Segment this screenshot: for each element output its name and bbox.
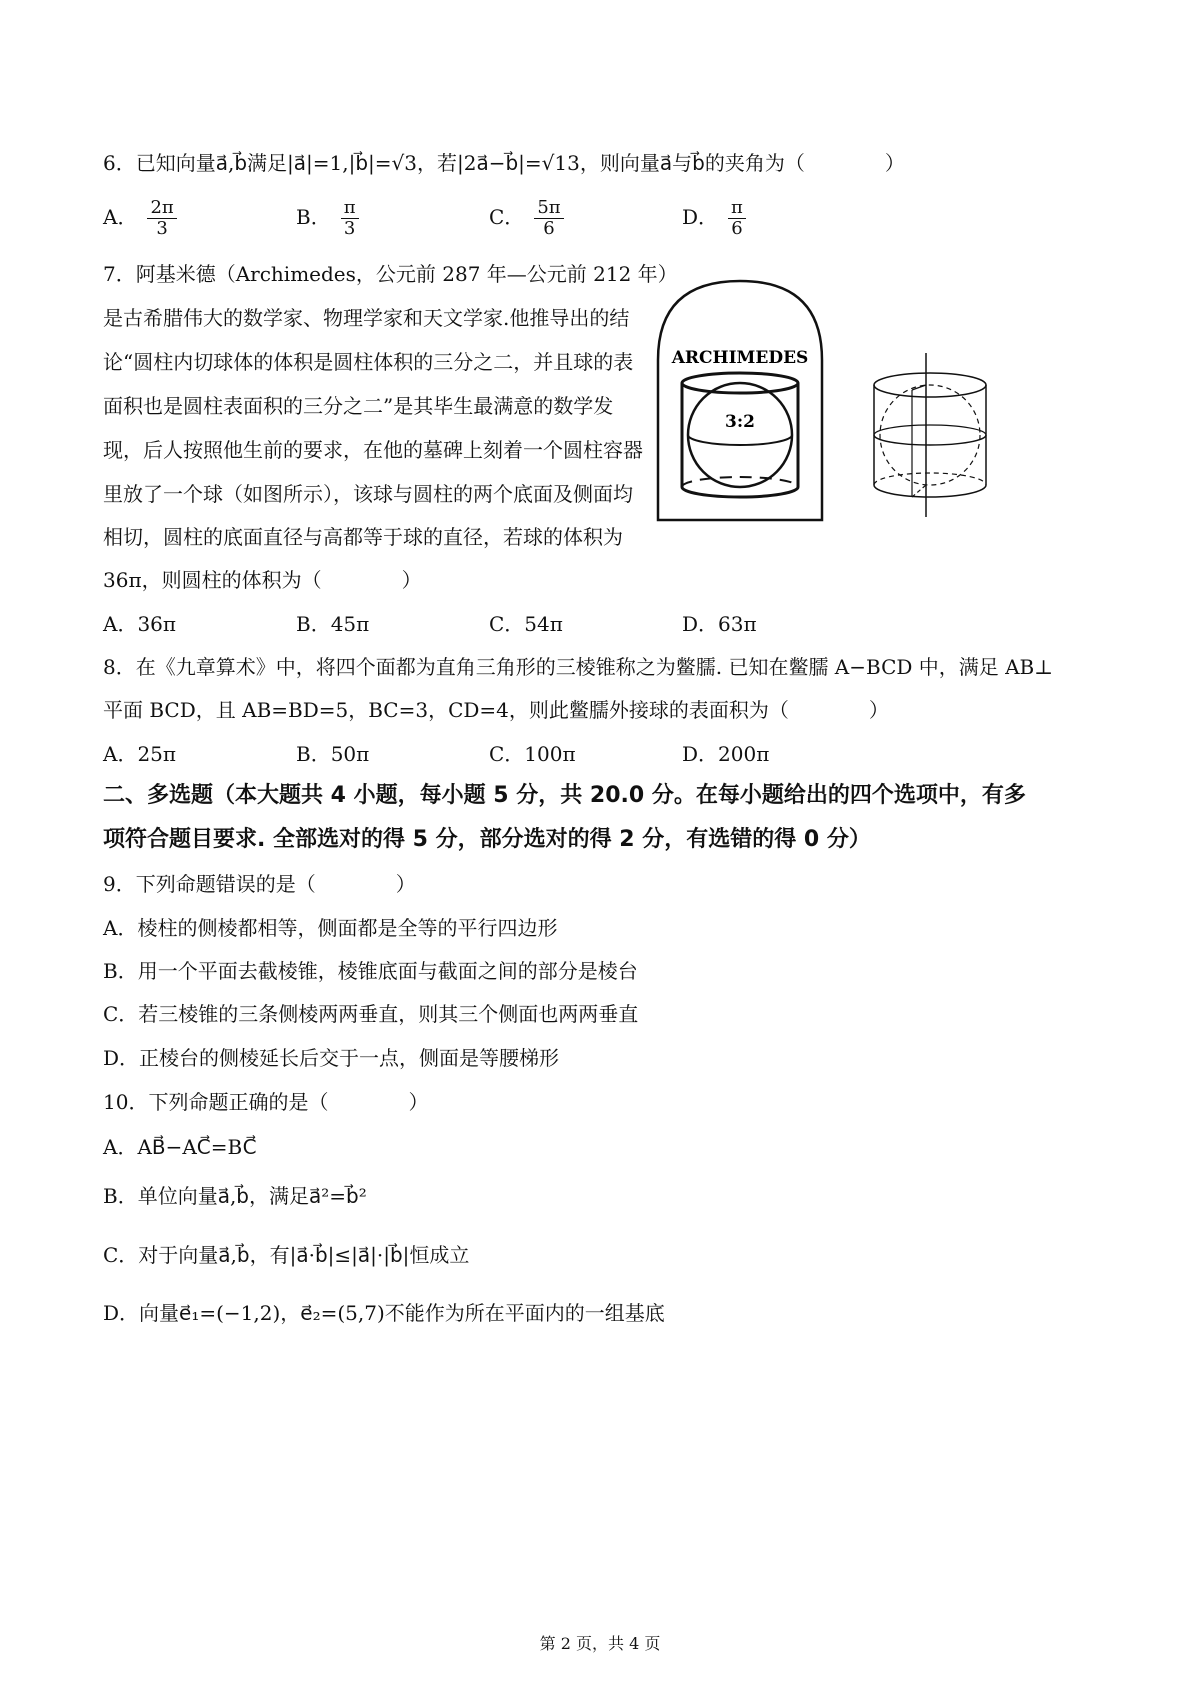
q6-option-b-label: B．: [296, 205, 331, 229]
archimedes-tomb-figure: [650, 275, 830, 525]
q7-option-c: C．54π: [489, 612, 563, 636]
q7-line-8: 36π，则圆柱的体积为（ ）: [103, 568, 422, 592]
section-2-header-line-2: 项符合题目要求. 全部选对的得 5 分，部分选对的得 2 分，有选错的得 0 分）: [103, 827, 871, 852]
q9-option-d: D．正棱台的侧棱延长后交于一点，侧面是等腰梯形: [103, 1046, 560, 1070]
q6-option-a-denominator: 3: [156, 218, 168, 239]
q6-option-a-fraction: [147, 198, 176, 239]
q6-option-c-denominator: 6: [543, 218, 555, 239]
q6-option-d-fraction: [728, 198, 746, 239]
q7-line-1: 7．阿基米德（Archimedes，公元前 287 年—公元前 212 年）: [103, 262, 678, 286]
tomb-title: ARCHIMEDES: [671, 348, 809, 368]
q10-option-a: A．AB⃗−AC⃗=BC⃗: [103, 1135, 257, 1159]
q8-line-2: 平面 BCD，且 AB=BD=5，BC=3，CD=4，则此鳖臑外接球的表面积为（ ）: [103, 698, 889, 722]
cylinder-sphere-figure: [860, 345, 1000, 525]
q7-line-5: 现，后人按照他生前的要求，在他的墓碑上刻着一个圆柱容器: [103, 438, 643, 462]
q6-option-a-label: A．: [103, 205, 138, 229]
section-2-header-line-1: 二、多选题（本大题共 4 小题，每小题 5 分，共 20.0 分。在每小题给出的四个选项中，有多: [103, 783, 1026, 808]
q9-stem: 9．下列命题错误的是（ ）: [103, 872, 416, 896]
q6-option-c-fraction: [534, 198, 563, 239]
q6-option-b-fraction: [341, 198, 359, 239]
q7-line-3: 论“圆柱内切球体的体积是圆柱体积的三分之二，并且球的表: [103, 350, 634, 374]
q6-option-c-label: C．: [489, 205, 525, 229]
q8-option-d: D．200π: [682, 742, 770, 766]
q10-option-b: B．单位向量a⃗,b⃗，满足a⃗²=b⃗²: [103, 1184, 367, 1208]
q6-option-b-numerator: π: [341, 198, 359, 219]
q8-option-b: B．50π: [296, 742, 370, 766]
page-footer: 第 2 页，共 4 页: [539, 1634, 661, 1653]
q6-option-b: [296, 198, 359, 239]
q9-option-b: B．用一个平面去截棱锥，棱锥底面与截面之间的部分是棱台: [103, 959, 638, 983]
ratio-label: 3:2: [725, 412, 755, 432]
q7-option-b: B．45π: [296, 612, 370, 636]
q6-option-c: [489, 198, 564, 239]
q6-option-d-label: D．: [682, 205, 719, 229]
q10-stem: 10．下列命题正确的是（ ）: [103, 1090, 429, 1114]
q7-line-6: 里放了一个球（如图所示），该球与圆柱的两个底面及侧面均: [103, 482, 633, 506]
q7-option-d: D．63π: [682, 612, 757, 636]
q8-option-c: C．100π: [489, 742, 576, 766]
q9-option-c: C．若三棱锥的三条侧棱两两垂直，则其三个侧面也两两垂直: [103, 1002, 639, 1026]
q6-option-a-numerator: 2π: [147, 198, 176, 219]
q6-option-a: [103, 198, 177, 239]
q6-option-d-denominator: 6: [731, 218, 743, 239]
q6-option-d: [682, 198, 746, 239]
q6-option-b-denominator: 3: [343, 218, 356, 239]
q9-option-a: A．棱柱的侧棱都相等，侧面都是全等的平行四边形: [103, 916, 558, 940]
q7-line-7: 相切，圆柱的底面直径与高都等于球的直径，若球的体积为: [103, 525, 623, 549]
q8-option-a: A．25π: [103, 742, 177, 766]
q7-option-a: A．36π: [103, 612, 177, 636]
q7-line-2: 是古希腊伟大的数学家、物理学家和天文学家.他推导出的结: [103, 306, 630, 330]
q6-stem: 6．已知向量a⃗,b⃗满足|a⃗|=1,|b⃗|=√3，若|2a⃗−b⃗|=√13，则向量a⃗与b⃗的夹角为（ ）: [103, 151, 905, 175]
q8-line-1: 8．在《九章算术》中，将四个面都为直角三角形的三棱锥称之为鳖臑. 已知在鳖臑 A−BCD 中，满足 AB⊥: [103, 655, 1054, 679]
q7-line-4: 面积也是圆柱表面积的三分之二”是其毕生最满意的数学发: [103, 394, 614, 418]
q6-option-c-numerator: 5π: [534, 198, 563, 219]
q10-option-d: D．向量e⃗₁=(−1,2)，e⃗₂=(5,7)不能作为所在平面内的一组基底: [103, 1301, 665, 1325]
q6-option-d-numerator: π: [728, 198, 746, 219]
q10-option-c: C．对于向量a⃗,b⃗，有|a⃗·b⃗|≤|a⃗|·|b⃗|恒成立: [103, 1243, 470, 1267]
